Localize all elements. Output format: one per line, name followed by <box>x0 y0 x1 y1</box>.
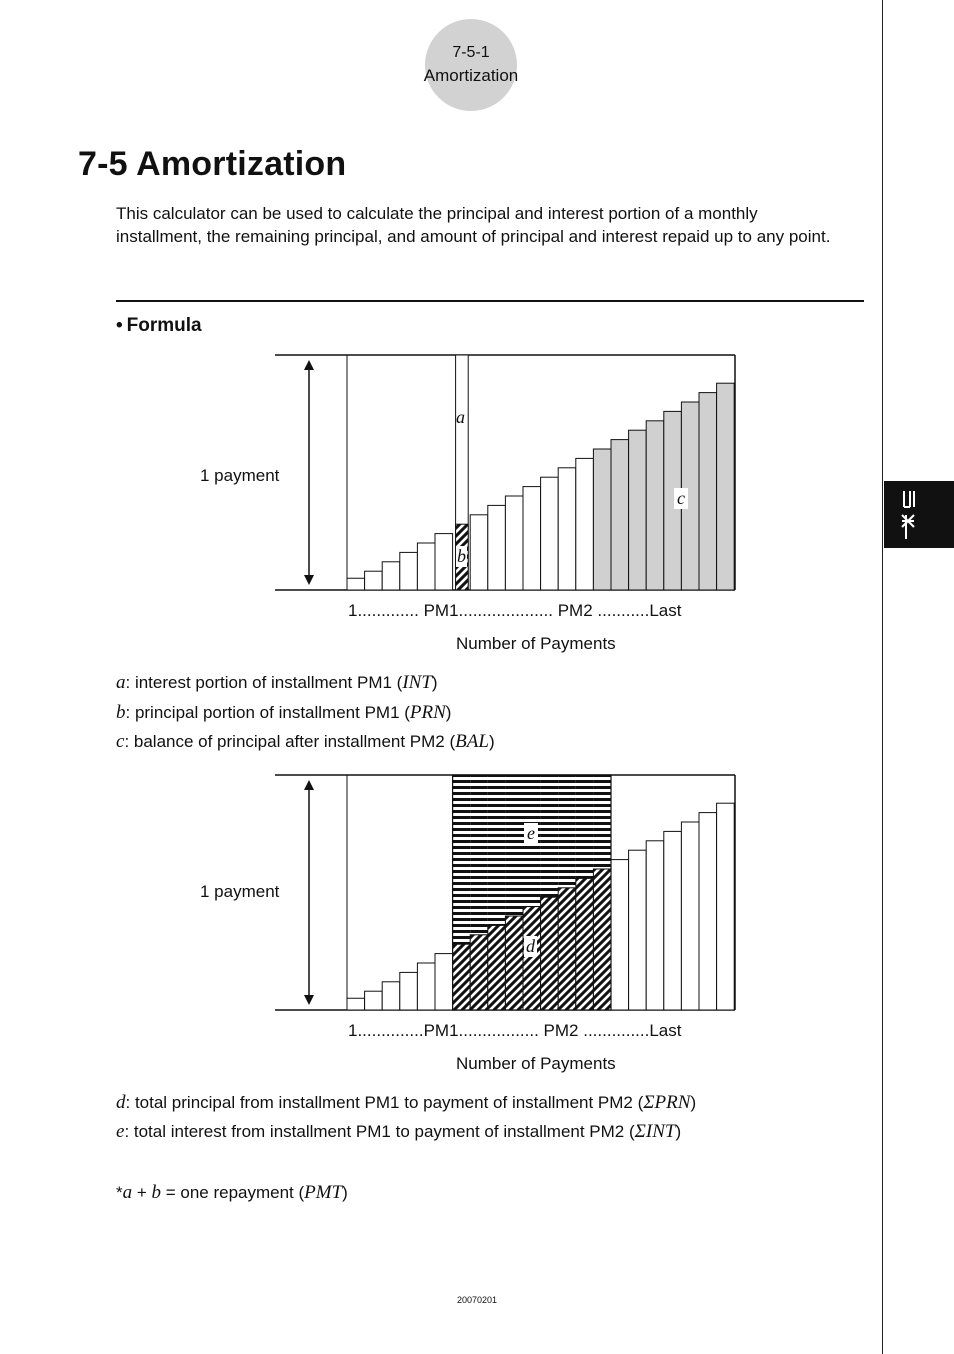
legend-a <box>116 672 438 694</box>
repayment-note <box>116 1182 348 1204</box>
principal-bar <box>417 543 435 590</box>
interest-area <box>470 775 488 935</box>
principal-bar <box>646 841 664 1010</box>
legend-e-close: ) <box>675 1122 682 1141</box>
principal-bar <box>699 813 717 1010</box>
note-var: PMT <box>304 1182 343 1203</box>
principal-bar <box>611 860 629 1010</box>
principal-bar <box>435 534 453 590</box>
legend-b <box>116 702 451 724</box>
legend-e-key: e <box>116 1121 125 1142</box>
principal-bar-range <box>523 907 541 1010</box>
principal-bar <box>664 831 682 1010</box>
bullet-icon: • <box>116 315 123 336</box>
legend-e-text: : total interest from installment PM1 to payment of installment PM2 ( <box>124 1122 635 1141</box>
principal-bar <box>611 440 629 590</box>
chart2-y-label: 1 payment <box>200 882 280 901</box>
principal-bar <box>523 487 541 590</box>
note-star: * <box>116 1183 123 1202</box>
principal-bar-range <box>541 897 559 1010</box>
principal-bar <box>629 850 647 1010</box>
chart1-region-c: c <box>674 488 688 509</box>
legend-d-close: ) <box>690 1093 697 1112</box>
principal-bar <box>681 822 699 1010</box>
legend-a-text: : interest portion of installment PM1 ( <box>125 673 403 692</box>
interest-area <box>576 775 594 878</box>
legend-e-var: ΣINT <box>634 1121 676 1142</box>
principal-bar <box>699 393 717 590</box>
principal-bar-range <box>505 916 523 1010</box>
principal-bar <box>347 998 365 1010</box>
note-close: ) <box>342 1183 348 1202</box>
principal-bar <box>365 571 383 590</box>
principal-bar <box>576 458 594 590</box>
chart1-region-a: a <box>456 407 465 427</box>
note-text: = one repayment ( <box>161 1183 305 1202</box>
principal-bar <box>593 449 611 590</box>
legend-c-var: BAL <box>455 731 489 752</box>
legend-b-key: b <box>116 702 126 723</box>
principal-bar <box>365 991 383 1010</box>
principal-bar <box>646 421 664 590</box>
page-number: 7-5-1 <box>452 44 490 61</box>
legend-c <box>116 731 495 753</box>
chart1-region-b: b <box>457 546 466 566</box>
note-plus: + <box>132 1183 152 1202</box>
legend-a-close: ) <box>431 673 438 692</box>
note-b: b <box>151 1182 161 1203</box>
principal-bar <box>541 477 559 590</box>
principal-bar <box>488 505 506 590</box>
principal-bar-range <box>470 935 488 1010</box>
principal-bar <box>629 430 647 590</box>
footer-code: 20070201 <box>456 1295 498 1305</box>
chart2-x-ticks: 1..............PM1................. PM2 ..............Last <box>348 1021 682 1040</box>
interest-area <box>541 775 559 897</box>
chart2-region-e: e <box>524 823 538 844</box>
chart1-x-label: Number of Payments <box>456 634 616 653</box>
principal-bar <box>382 982 400 1010</box>
principal-bar <box>505 496 523 590</box>
principal-bar <box>382 562 400 590</box>
principal-bar <box>435 954 453 1010</box>
chart2-region-d: d <box>526 936 535 956</box>
legend-b-var: PRN <box>409 702 446 723</box>
legend-a-var: INT <box>402 672 432 693</box>
legend-a-key: a <box>116 672 126 693</box>
legend-b-text: : principal portion of installment PM1 ( <box>125 703 410 722</box>
principal-bar <box>470 515 488 590</box>
section-name: Amortization <box>423 66 519 85</box>
chart1-x-ticks: 1............. PM1.................... PM2 ...........Last <box>348 601 682 620</box>
principal-bar <box>400 552 418 590</box>
interest-area <box>488 775 506 925</box>
note-a: a <box>122 1182 133 1203</box>
principal-bar-range <box>558 888 576 1010</box>
principal-bar <box>717 383 735 590</box>
legend-d-key: d <box>116 1092 126 1113</box>
chart-2 <box>275 775 735 1010</box>
chart2-x-label: Number of Payments <box>456 1054 616 1073</box>
chart-1 <box>275 355 735 590</box>
principal-bar <box>417 963 435 1010</box>
legend-d <box>116 1092 696 1114</box>
legend-b-close: ) <box>445 703 452 722</box>
legend-d-text: : total principal from installment PM1 to payment of installment PM2 ( <box>125 1093 644 1112</box>
interest-area <box>453 775 471 944</box>
principal-bar-range <box>488 925 506 1010</box>
principal-bar <box>347 578 365 590</box>
legend-c-text: : balance of principal after installment PM2 ( <box>124 732 456 751</box>
interest-area <box>505 775 523 916</box>
legend-d-var: ΣPRN <box>643 1092 691 1113</box>
principal-bar-range <box>576 878 594 1010</box>
principal-bar <box>558 468 576 590</box>
principal-bar-range <box>453 944 471 1010</box>
intro-paragraph: This calculator can be used to calculate the principal and interest portion of a monthly installment, the remaining principal, and amount of principal and interest repaid up to any point. <box>116 204 831 246</box>
legend-c-close: ) <box>488 732 495 751</box>
legend-e <box>116 1121 681 1143</box>
principal-bar <box>717 803 735 1010</box>
principal-bar <box>400 972 418 1010</box>
page-title: 7-5 Amortization <box>78 145 347 183</box>
interest-area <box>558 775 576 888</box>
formula-heading-text: Formula <box>126 315 202 336</box>
legend-c-key: c <box>116 731 125 752</box>
chart1-y-label: 1 payment <box>200 466 280 485</box>
interest-area <box>593 775 611 869</box>
principal-bar-range <box>593 869 611 1010</box>
